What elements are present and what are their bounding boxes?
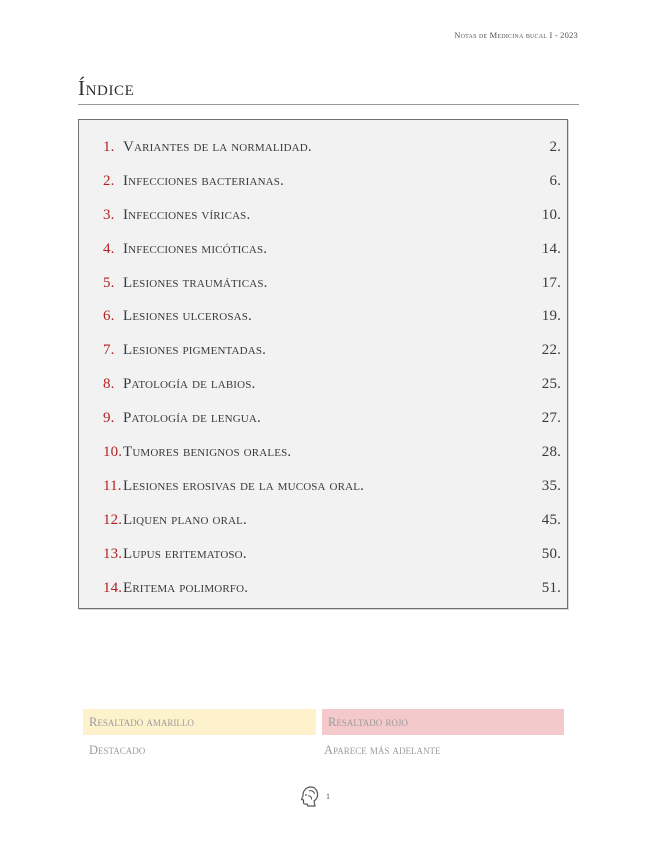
- toc-entry-label: Infecciones micóticas.: [123, 240, 268, 257]
- toc-entry-number: 14.: [103, 579, 123, 596]
- toc-entry[interactable]: [103, 478, 561, 512]
- toc-entry-number: 10.: [103, 444, 123, 461]
- toc-entry-page: 50.: [541, 545, 561, 562]
- toc-entry[interactable]: [103, 580, 561, 614]
- toc-entry-label: Patología de labios.: [123, 376, 256, 393]
- toc-entry-number: 9.: [103, 410, 115, 427]
- toc-entry-page: 45.: [541, 511, 561, 528]
- toc-entry[interactable]: [103, 275, 561, 309]
- toc-entry-number: 4.: [103, 240, 115, 257]
- toc-entry-label: Lesiones erosivas de la mucosa oral.: [123, 477, 364, 494]
- toc-entry[interactable]: [103, 512, 561, 546]
- legend-yellow-description: Destacado: [89, 743, 146, 757]
- toc-entry-page: 22.: [541, 342, 561, 359]
- toc-entry-label: Eritema polimorfo.: [123, 579, 249, 596]
- toc-entry[interactable]: [103, 308, 561, 342]
- toc-entry-number: 3.: [103, 206, 115, 223]
- toc-entry-label: Lesiones ulcerosas.: [123, 308, 252, 325]
- toc-entry[interactable]: [103, 207, 561, 241]
- page-title: Índice: [78, 76, 135, 100]
- toc-entry-label: Infecciones víricas.: [123, 206, 251, 223]
- toc-entry-page: 25.: [541, 376, 561, 393]
- toc-entry-page: 6.: [549, 172, 561, 189]
- toc-entry-page: 27.: [541, 410, 561, 427]
- toc-entry-label: Variantes de la normalidad.: [123, 139, 312, 155]
- toc-entry-label: Tumores benignos orales.: [123, 444, 292, 461]
- table-of-contents: [78, 119, 568, 609]
- toc-entry-page: 28.: [541, 444, 561, 461]
- legend-red-highlight: Resaltado rojo: [322, 709, 564, 735]
- toc-entry-number: 8.: [103, 376, 115, 393]
- toc-entry[interactable]: [103, 546, 561, 580]
- toc-entry-number: 13.: [103, 545, 123, 562]
- toc-entry-number: 2.: [103, 172, 115, 189]
- toc-entry-label: Lesiones traumáticas.: [123, 274, 268, 291]
- toc-entry-label: Lesiones pigmentadas.: [123, 342, 266, 359]
- toc-entry-number: 12.: [103, 511, 123, 528]
- toc-entry[interactable]: [103, 342, 561, 376]
- toc-list: [103, 139, 561, 613]
- toc-entry-page: 19.: [541, 308, 561, 325]
- toc-entry-page: 51.: [541, 579, 561, 596]
- toc-entry[interactable]: [103, 376, 561, 410]
- page-number: 1: [326, 792, 330, 801]
- toc-entry[interactable]: [103, 241, 561, 275]
- toc-entry[interactable]: [103, 410, 561, 444]
- toc-entry-label: Patología de lengua.: [123, 410, 261, 427]
- legend-red-description: Aparece más adelante: [324, 743, 441, 757]
- toc-entry-number: 5.: [103, 274, 115, 291]
- toc-entry-label: Lupus eritematoso.: [123, 545, 247, 562]
- toc-entry-number: 1.: [103, 139, 115, 155]
- toc-entry[interactable]: [103, 173, 561, 207]
- toc-entry-label: Infecciones bacterianas.: [123, 172, 284, 189]
- toc-entry-page: 14.: [541, 240, 561, 257]
- toc-entry-number: 7.: [103, 342, 115, 359]
- toc-entry-number: 6.: [103, 308, 115, 325]
- title-divider: [78, 104, 579, 105]
- profile-head-logo-icon: [299, 785, 321, 807]
- toc-entry-page: 17.: [541, 274, 561, 291]
- legend-yellow-highlight: Resaltado amarillo: [83, 709, 316, 735]
- toc-entry-label: Liquen plano oral.: [123, 511, 247, 528]
- toc-entry[interactable]: [103, 139, 561, 173]
- toc-entry[interactable]: [103, 444, 561, 478]
- toc-entry-page: 35.: [541, 477, 561, 494]
- toc-entry-page: 2.: [549, 139, 561, 155]
- toc-entry-number: 11.: [103, 477, 122, 494]
- toc-entry-page: 10.: [541, 206, 561, 223]
- running-header: Notas de Medicina bucal I - 2023: [454, 30, 578, 40]
